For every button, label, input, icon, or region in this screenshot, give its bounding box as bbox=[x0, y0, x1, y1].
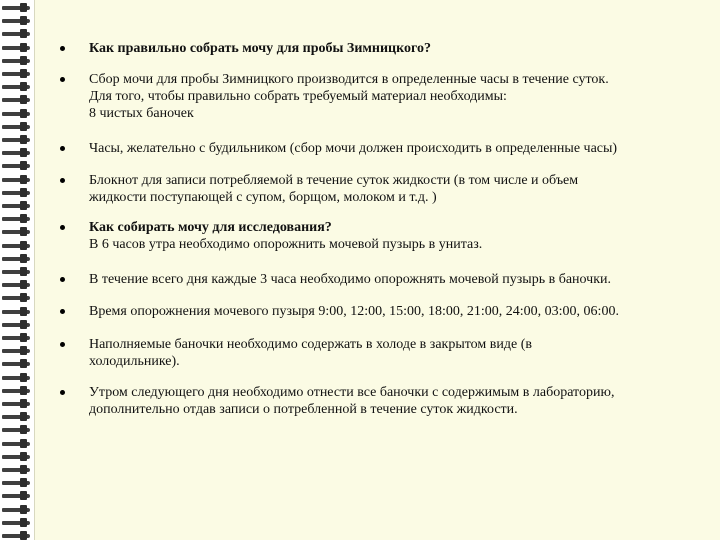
item-heading: Как собирать мочу для исследования? bbox=[89, 220, 332, 235]
binding-ring bbox=[2, 98, 30, 102]
bullet-dot-icon bbox=[60, 146, 65, 151]
item-text-line: 8 чистых баночек bbox=[89, 106, 194, 121]
binding-ring bbox=[2, 442, 30, 446]
binding-ring bbox=[2, 125, 30, 129]
bullet-dot-icon bbox=[60, 46, 65, 51]
binding-ring bbox=[2, 389, 30, 393]
list-item bbox=[89, 384, 701, 418]
item-text-line: В 6 часов утра необходимо опорожнить мочевой пузырь в унитаз. bbox=[89, 237, 483, 252]
item-text-line: дополнительно отдав записи о потребленной в течение суток жидкости. bbox=[89, 402, 518, 417]
binding-ring bbox=[2, 257, 30, 261]
binding-ring bbox=[2, 32, 30, 36]
binding-ring bbox=[2, 283, 30, 287]
binding-ring bbox=[2, 349, 30, 353]
binding-ring bbox=[2, 521, 30, 525]
item-text-line: Утром следующего дня необходимо отнести все баночки с содержимым в лабораторию, bbox=[89, 385, 615, 400]
item-text-line: Для того, чтобы правильно собрать требуемый материал необходимы: bbox=[89, 89, 507, 104]
binding-ring bbox=[2, 204, 30, 208]
item-text-line: В течение всего дня каждые 3 часа необходимо опорожнять мочевой пузырь в баночки. bbox=[89, 272, 611, 287]
list-item bbox=[89, 40, 701, 57]
binding-ring bbox=[2, 59, 30, 63]
binding-ring bbox=[2, 72, 30, 76]
list-item bbox=[89, 336, 701, 370]
binding-ring bbox=[2, 19, 30, 23]
binding-ring bbox=[2, 178, 30, 182]
item-text-line: Время опорожнения мочевого пузыря 9:00, 12:00, 15:00, 18:00, 21:00, 24:00, 03:00, 06:00. bbox=[89, 304, 619, 319]
item-heading: Как правильно собрать мочу для пробы Зимницкого? bbox=[89, 41, 432, 56]
binding-ring bbox=[2, 481, 30, 485]
item-text-line: жидкости поступающей с супом, борщом, молоком и т.д. ) bbox=[89, 190, 437, 205]
item-text-line: Часы, желательно с будильником (сбор мочи должен происходить в определенные часы) bbox=[89, 141, 618, 156]
binding-ring bbox=[2, 402, 30, 406]
bullet-dot-icon bbox=[60, 342, 65, 347]
item-text-line: Сбор мочи для пробы Зимницкого производится в определенные часы в течение суток. bbox=[89, 72, 609, 87]
binding-ring bbox=[2, 323, 30, 327]
binding-ring bbox=[2, 336, 30, 340]
bullet-dot-icon bbox=[60, 77, 65, 82]
binding-ring bbox=[2, 244, 30, 248]
spiral-binding bbox=[0, 0, 34, 540]
binding-ring bbox=[2, 230, 30, 234]
bullet-dot-icon bbox=[60, 390, 65, 395]
bullet-dot-icon bbox=[60, 277, 65, 282]
binding-ring bbox=[2, 455, 30, 459]
binding-ring bbox=[2, 376, 30, 380]
binding-ring bbox=[2, 310, 30, 314]
list-item bbox=[89, 71, 701, 122]
list-item bbox=[89, 172, 701, 206]
item-text-line: холодильнике). bbox=[89, 354, 180, 369]
list-item bbox=[89, 303, 701, 320]
list-item bbox=[89, 271, 701, 288]
notebook-page bbox=[34, 0, 720, 540]
binding-ring bbox=[2, 508, 30, 512]
binding-ring bbox=[2, 85, 30, 89]
binding-ring bbox=[2, 151, 30, 155]
binding-ring bbox=[2, 428, 30, 432]
bullet-list bbox=[35, 0, 720, 540]
bullet-dot-icon bbox=[60, 309, 65, 314]
binding-ring bbox=[2, 164, 30, 168]
binding-ring bbox=[2, 6, 30, 10]
list-item bbox=[89, 140, 701, 157]
binding-ring bbox=[2, 362, 30, 366]
list-item bbox=[89, 219, 701, 253]
item-text-line: Блокнот для записи потребляемой в течение суток жидкости (в том числе и объем bbox=[89, 173, 579, 188]
bullet-dot-icon bbox=[60, 225, 65, 230]
binding-ring bbox=[2, 494, 30, 498]
binding-ring bbox=[2, 112, 30, 116]
item-text-line: Наполняемые баночки необходимо содержать в холоде в закрытом виде (в bbox=[89, 337, 532, 352]
bullet-dot-icon bbox=[60, 178, 65, 183]
binding-ring bbox=[2, 46, 30, 50]
binding-ring bbox=[2, 468, 30, 472]
binding-ring bbox=[2, 217, 30, 221]
binding-ring bbox=[2, 534, 30, 538]
binding-ring bbox=[2, 191, 30, 195]
binding-ring bbox=[2, 296, 30, 300]
binding-ring bbox=[2, 270, 30, 274]
binding-ring bbox=[2, 415, 30, 419]
binding-ring bbox=[2, 138, 30, 142]
